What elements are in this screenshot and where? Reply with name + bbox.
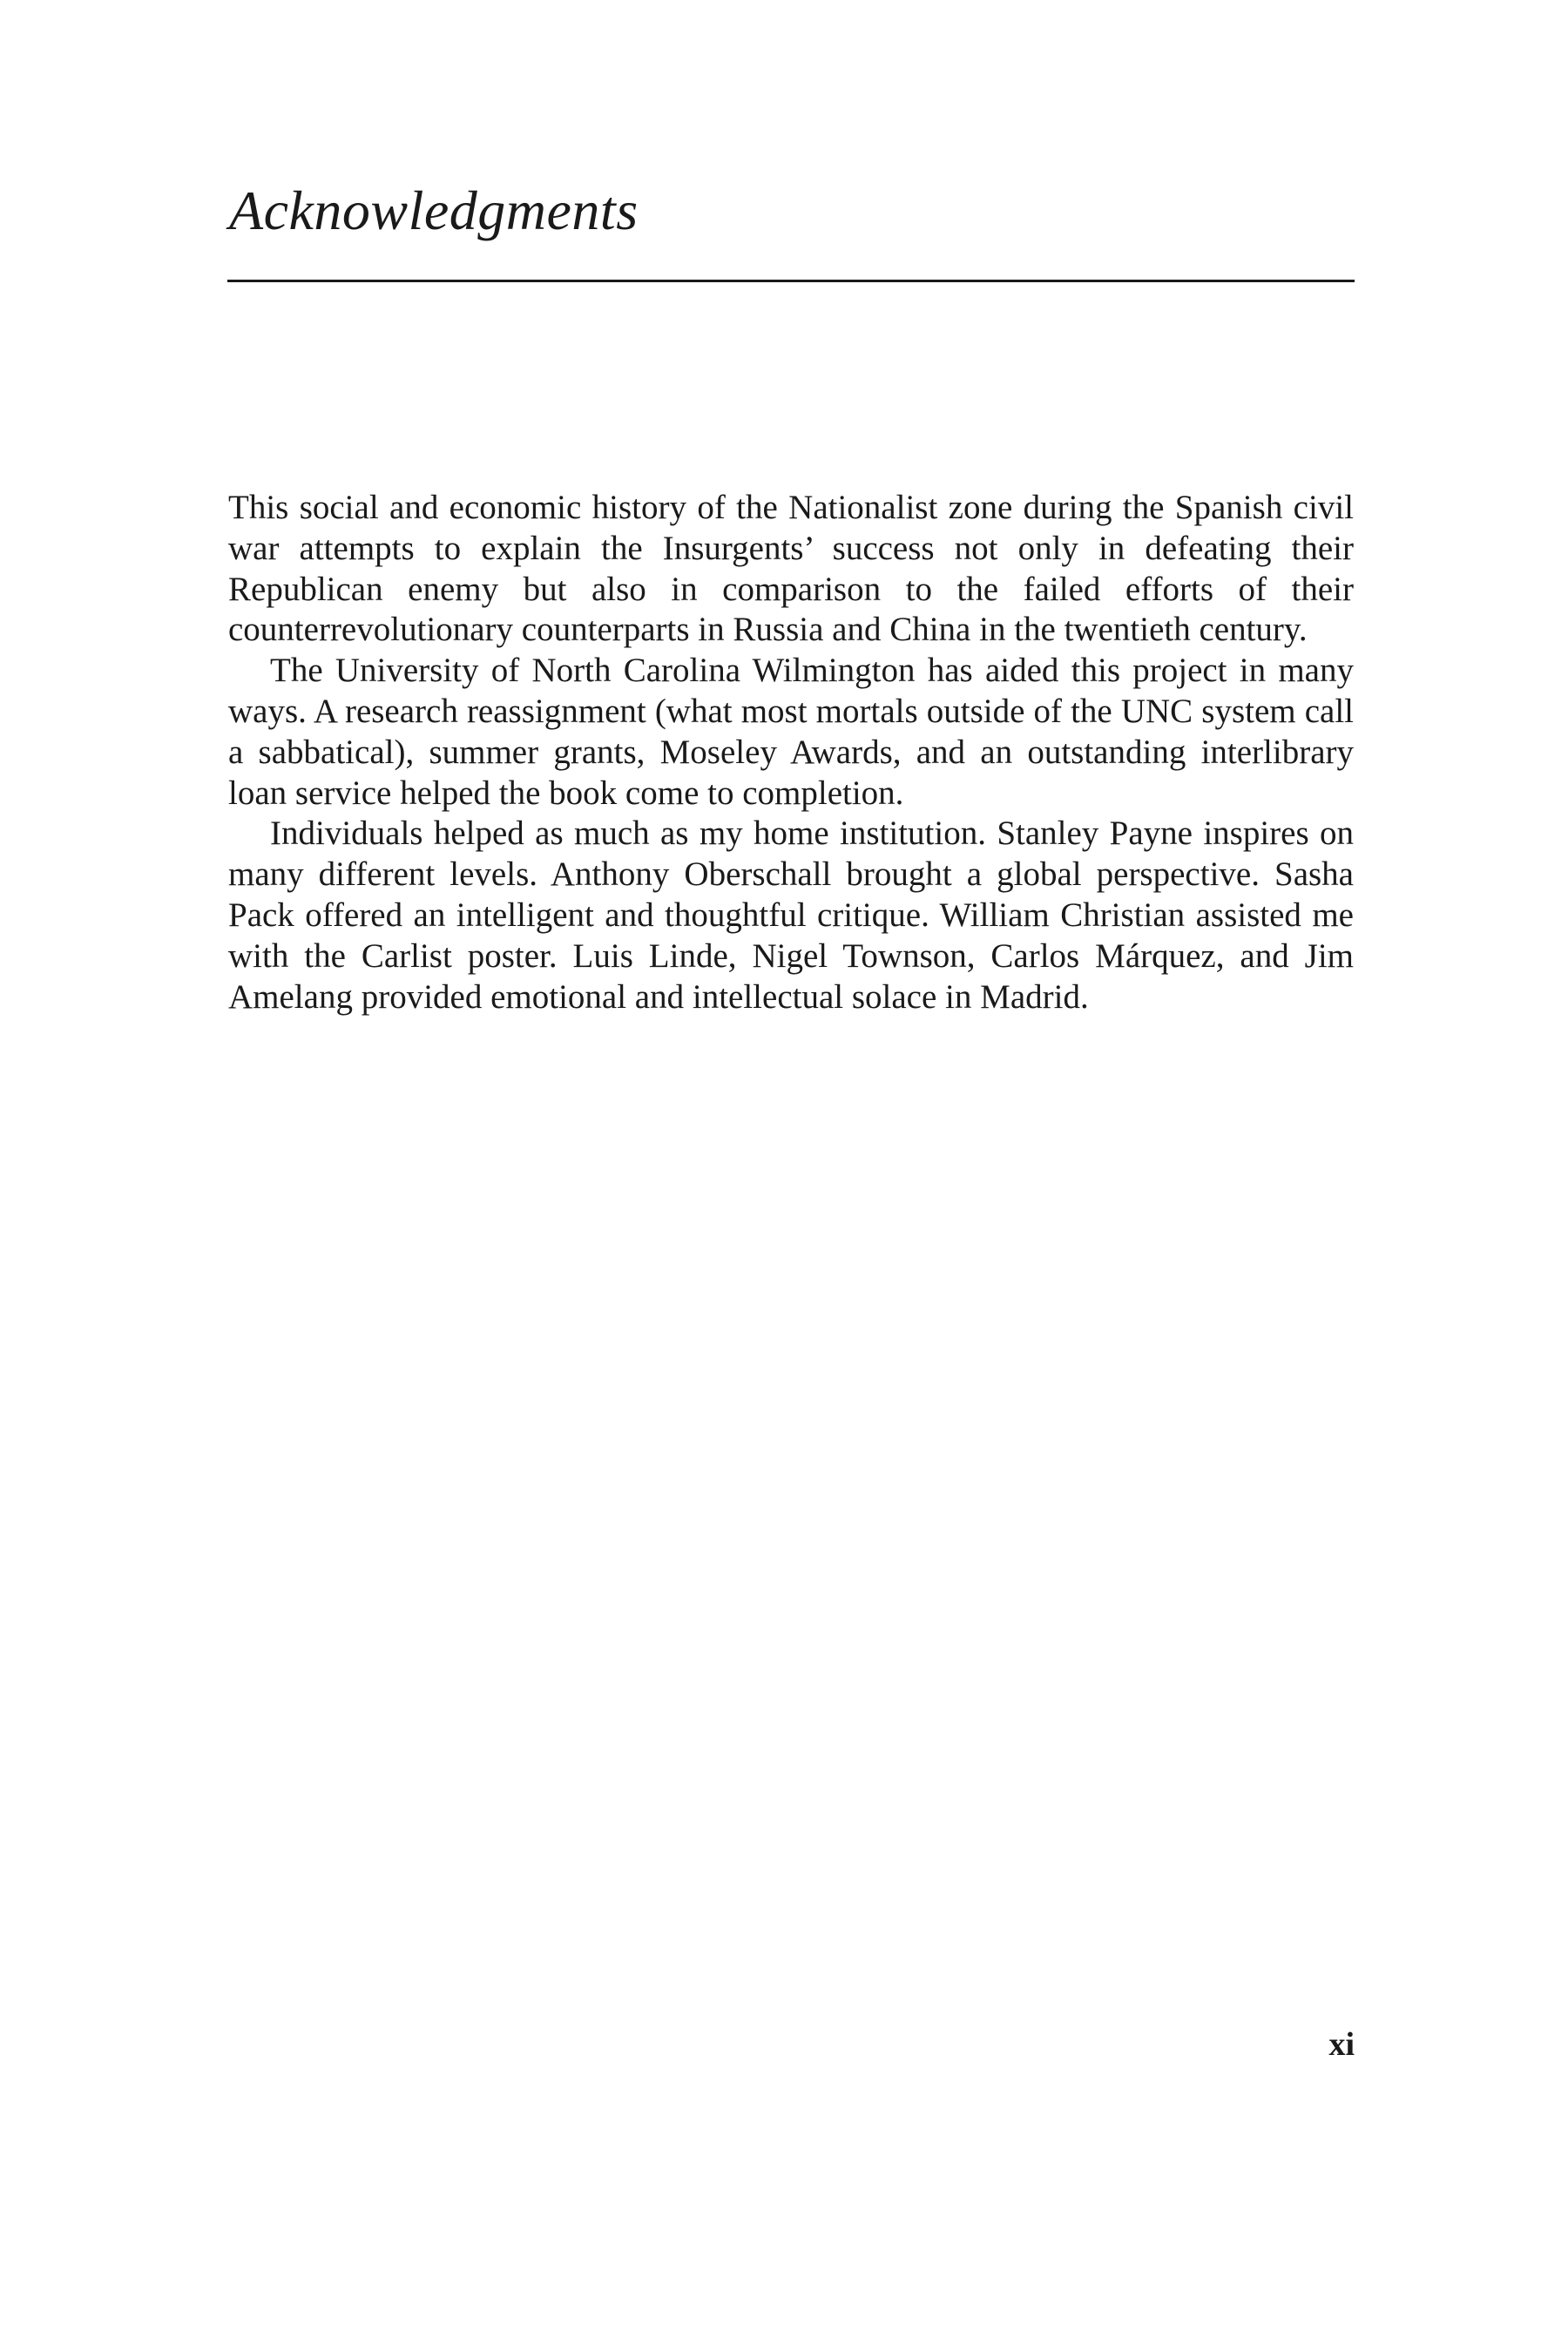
paragraph-3: Individuals helped as much as my home institution. Stanley Payne inspires on many different levels. Anthony Oberschall brought a global perspective. Sasha Pack offered an intelligent and thoughtful critique. William Christian assisted me with the Carlist poster. Luis Linde, Nigel Townson, Carlos Márquez, and Jim Amelang provided emotional and intellectual solace in Madrid.	[228, 814, 1354, 1016]
page-number: xi	[1328, 2026, 1355, 2063]
paragraph-2: The University of North Carolina Wilmington has aided this project in many ways. A research reassignment (what most mortals outside of the UNC system call a sabbatical), summer grants, Moseley Awards, and an outstanding interlibrary loan service helped the book come to completion.	[228, 652, 1354, 812]
chapter-heading: Acknowledgments	[229, 179, 639, 241]
heading-rule	[227, 280, 1355, 282]
body-text	[228, 488, 1354, 1017]
paragraph-1: This social and economic history of the Nationalist zone during the Spanish civil war attempts to explain the Insurgents’ success not only in defeating their Republican enemy but also in comparison to the failed efforts of their counterrevolutionary counterparts in Russia and China in the twentieth century.	[228, 489, 1354, 649]
